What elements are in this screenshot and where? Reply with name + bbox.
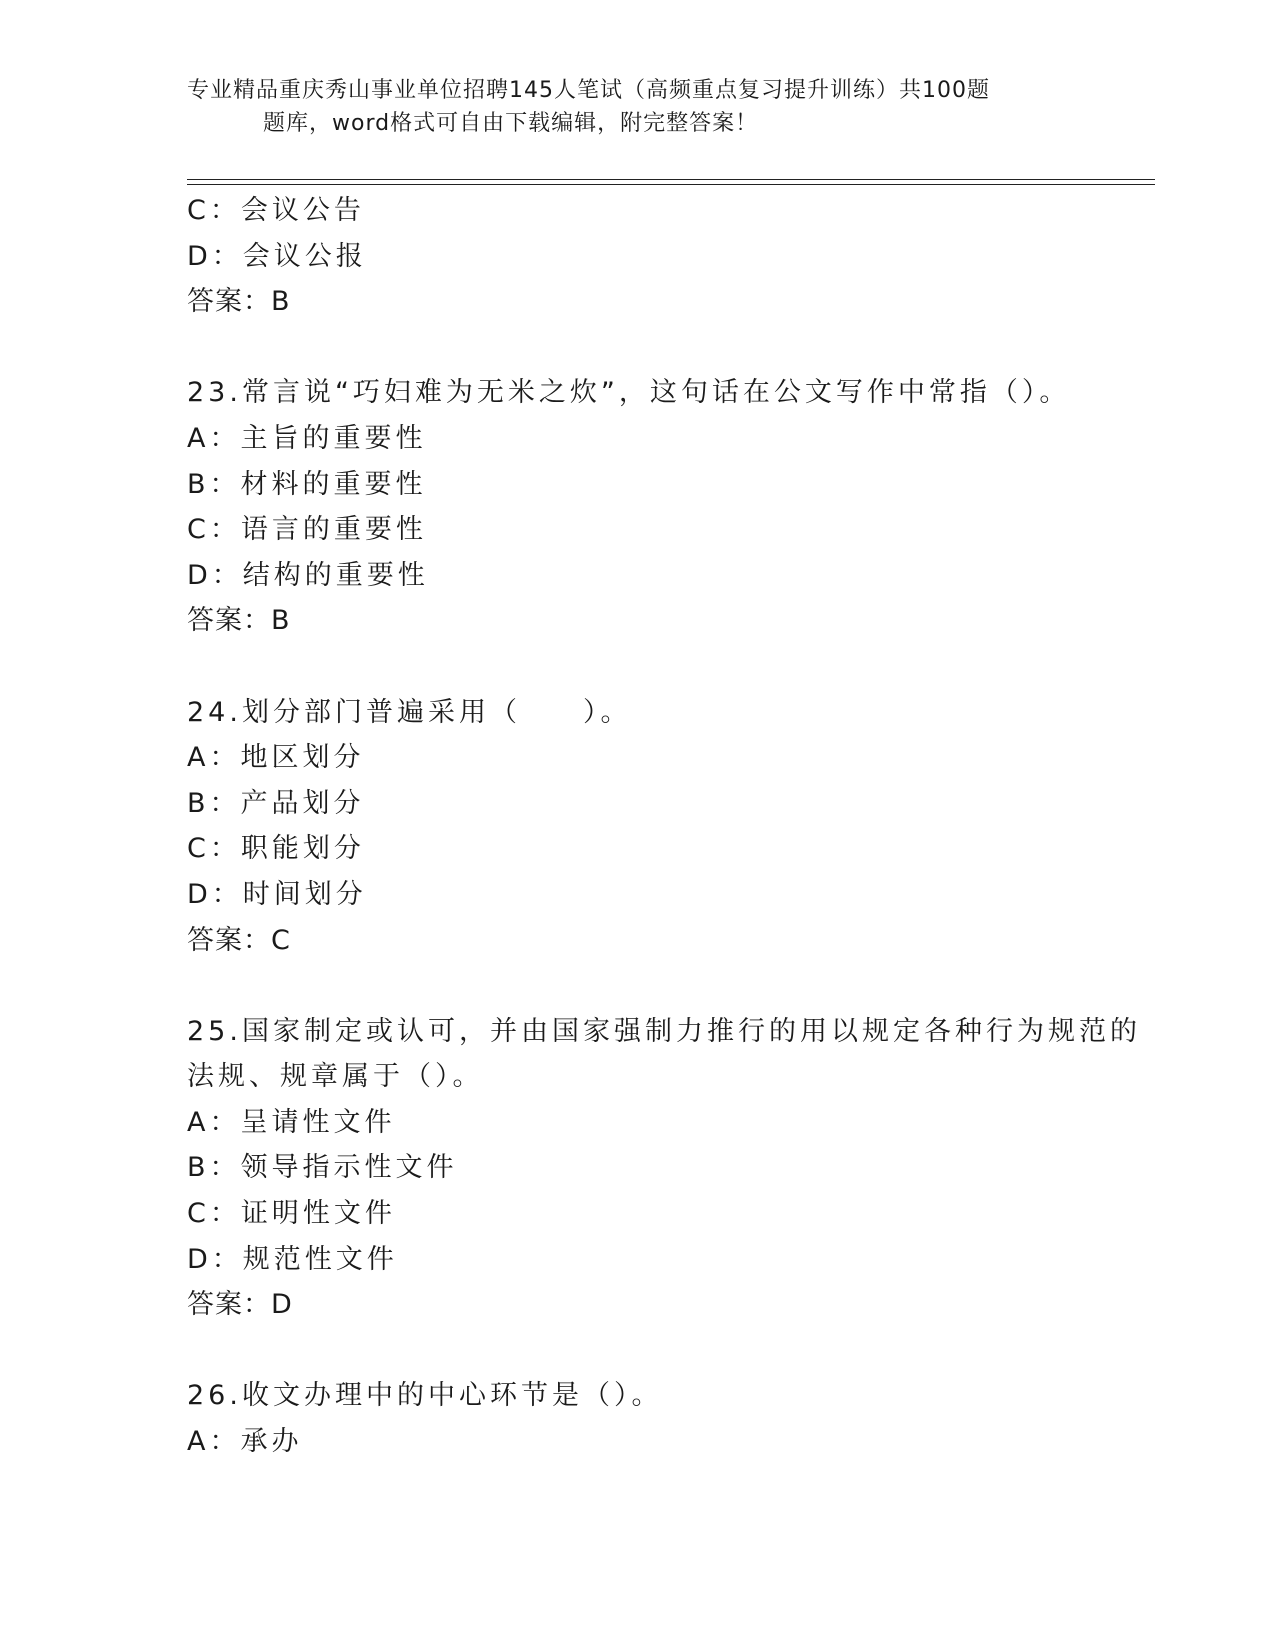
option-c: C：职能划分 bbox=[187, 833, 365, 865]
header-rule-bottom bbox=[187, 184, 1155, 185]
answer-line: 答案：D bbox=[187, 1289, 293, 1321]
question-stem-continued: 法规、规章属于（）。 bbox=[187, 1061, 484, 1093]
option-d: D：时间划分 bbox=[187, 878, 367, 910]
question-22-continuation bbox=[187, 188, 1087, 325]
spacer bbox=[187, 963, 1087, 1009]
spacer bbox=[187, 325, 1087, 371]
document-header bbox=[187, 74, 1067, 140]
option-a: A：承办 bbox=[187, 1426, 303, 1458]
option-b: B：材料的重要性 bbox=[187, 468, 427, 500]
header-rule-top bbox=[187, 179, 1155, 180]
question-stem: 25.国家制定或认可，并由国家强制力推行的用以规定各种行为规范的 bbox=[187, 1015, 1141, 1047]
question-stem: 24.划分部门普遍采用（ ）。 bbox=[187, 696, 632, 728]
header-title-line-2: 题库，word格式可自由下载编辑，附完整答案！ bbox=[263, 111, 759, 136]
question-26 bbox=[187, 1373, 1087, 1464]
option-c: C：语言的重要性 bbox=[187, 514, 427, 546]
answer-line: 答案：B bbox=[187, 605, 291, 637]
spacer bbox=[187, 644, 1087, 690]
option-a: A：地区划分 bbox=[187, 742, 365, 774]
option-a: A：主旨的重要性 bbox=[187, 422, 427, 454]
option-d: D：规范性文件 bbox=[187, 1243, 398, 1275]
question-stem: 23.常言说“巧妇难为无米之炊”，这句话在公文写作中常指（）。 bbox=[187, 377, 1071, 409]
option-b: B：产品划分 bbox=[187, 787, 365, 819]
option-d: D：会议公报 bbox=[187, 240, 367, 272]
option-a: A：呈请性文件 bbox=[187, 1106, 396, 1138]
option-c: C：证明性文件 bbox=[187, 1198, 396, 1230]
question-23 bbox=[187, 370, 1087, 644]
question-stem: 26.收文办理中的中心环节是（）。 bbox=[187, 1380, 663, 1412]
question-24 bbox=[187, 690, 1087, 964]
answer-line: 答案：B bbox=[187, 286, 291, 318]
question-25 bbox=[187, 1009, 1141, 1328]
option-c: C：会议公告 bbox=[187, 195, 365, 226]
answer-line: 答案：C bbox=[187, 924, 291, 956]
header-title-line-1: 专业精品重庆秀山事业单位招聘145人笔试（高频重点复习提升训练）共100题 bbox=[187, 78, 990, 103]
option-b: B：领导指示性文件 bbox=[187, 1152, 458, 1184]
spacer bbox=[187, 1328, 1087, 1374]
document-body bbox=[187, 188, 1141, 1465]
option-d: D：结构的重要性 bbox=[187, 559, 429, 591]
